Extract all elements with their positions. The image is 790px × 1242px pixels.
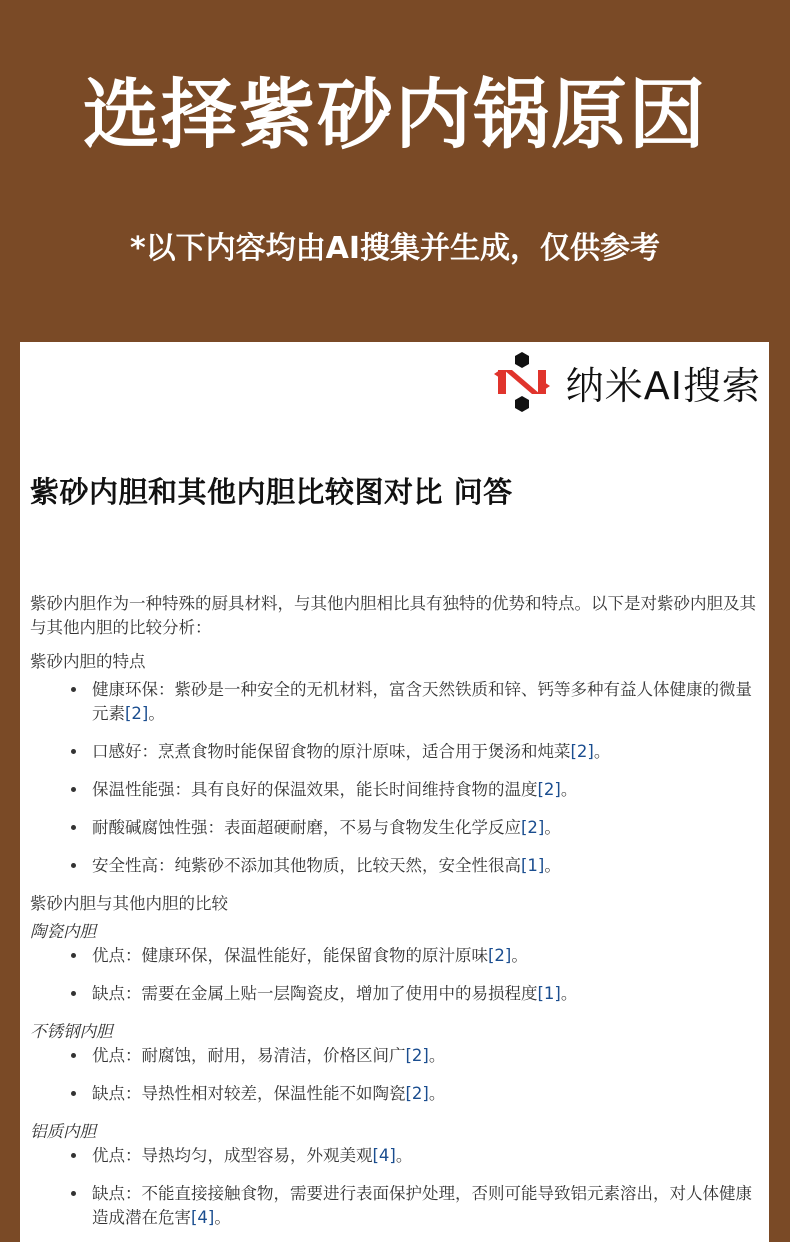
item-text: 缺点：需要在金属上贴一层陶瓷皮，增加了使用中的易损程度 — [92, 984, 538, 1003]
item-text: 耐酸碱腐蚀性强：表面超硬耐磨，不易与食物发生化学反应 — [92, 818, 521, 837]
item-text: 优点：耐腐蚀，耐用，易清洁，价格区间广 — [92, 1046, 406, 1065]
citation-link[interactable]: [2] — [488, 946, 512, 965]
intro-paragraph: 紫砂内胆作为一种特殊的厨具材料，与其他内胆相比具有独特的优势和特点。以下是对紫砂内胆及其与其他内胆的比较分析： — [30, 594, 756, 637]
item-end: 。 — [148, 704, 165, 723]
list-item — [88, 740, 765, 764]
list-item — [88, 1044, 765, 1068]
group-label-aluminum: 铝质内胆 — [30, 1122, 96, 1141]
citation-link[interactable]: [2] — [405, 1046, 429, 1065]
answer-card — [20, 342, 769, 1242]
answer-content — [30, 592, 765, 1242]
item-text: 缺点：不能直接接触食物，需要进行表面保护处理，否则可能导致铝元素溶出，对人体健康造成潜在危害 — [92, 1184, 752, 1227]
item-end: 。 — [544, 818, 561, 837]
item-text: 安全性高：纯紫砂不添加其他物质，比较天然，安全性很高 — [92, 856, 521, 875]
list-item — [88, 778, 765, 802]
group-label-ceramic: 陶瓷内胆 — [30, 922, 96, 941]
brand-name: 纳米AI搜索 — [565, 363, 761, 408]
steel-list — [30, 1044, 765, 1106]
item-text: 保温性能强：具有良好的保温效果，能长时间维持食物的温度 — [92, 780, 538, 799]
item-end: 。 — [428, 1084, 446, 1103]
features-heading: 紫砂内胆的特点 — [30, 652, 146, 671]
citation-link[interactable]: [4] — [372, 1146, 396, 1165]
item-end: 。 — [560, 984, 578, 1003]
nami-logo-icon — [492, 350, 552, 414]
comparison-heading: 紫砂内胆与其他内胆的比较 — [30, 894, 228, 913]
ceramic-list — [30, 944, 765, 1006]
citation-link[interactable]: [1] — [537, 984, 561, 1003]
list-item — [88, 944, 765, 968]
item-end: 。 — [428, 1046, 446, 1065]
hero-subtitle: *以下内容均由AI搜集并生成，仅供参考 — [129, 231, 661, 266]
features-list — [30, 678, 765, 878]
list-item — [88, 854, 765, 878]
list-item — [88, 1144, 765, 1168]
citation-link[interactable]: [4] — [191, 1208, 215, 1227]
citation-link[interactable]: [2] — [521, 818, 545, 837]
list-item — [88, 982, 765, 1006]
citation-link[interactable]: [2] — [125, 704, 149, 723]
citation-link[interactable]: [2] — [405, 1084, 429, 1103]
item-text: 优点：健康环保，保温性能好，能保留食物的原汁原味 — [92, 946, 488, 965]
citation-link[interactable]: [2] — [537, 780, 561, 799]
item-end: 。 — [544, 856, 561, 875]
list-item — [88, 1082, 765, 1106]
item-end: 。 — [214, 1208, 231, 1227]
item-text: 缺点：导热性相对较差，保温性能不如陶瓷 — [92, 1084, 406, 1103]
list-item — [88, 816, 765, 840]
brand-header — [492, 346, 761, 418]
citation-link[interactable]: [1] — [521, 856, 545, 875]
item-text: 口感好：烹煮食物时能保留食物的原汁原味，适合用于煲汤和炖菜 — [92, 742, 571, 761]
aluminum-list — [30, 1144, 765, 1230]
item-end: 。 — [395, 1146, 413, 1165]
hero-title: 选择紫砂内锅原因 — [83, 70, 707, 159]
group-label-steel: 不锈钢内胆 — [30, 1022, 113, 1041]
item-text: 健康环保：紫砂是一种安全的无机材料，富含天然铁质和锌、钙等多种有益人体健康的微量元素 — [92, 680, 752, 723]
item-end: 。 — [593, 742, 611, 761]
item-end: 。 — [560, 780, 578, 799]
list-item — [88, 678, 765, 726]
question-title: 紫砂内胆和其他内胆比较图对比 问答 — [30, 475, 513, 509]
item-text: 优点：导热均匀，成型容易，外观美观 — [92, 1146, 373, 1165]
citation-link[interactable]: [2] — [570, 742, 594, 761]
item-end: 。 — [511, 946, 528, 965]
